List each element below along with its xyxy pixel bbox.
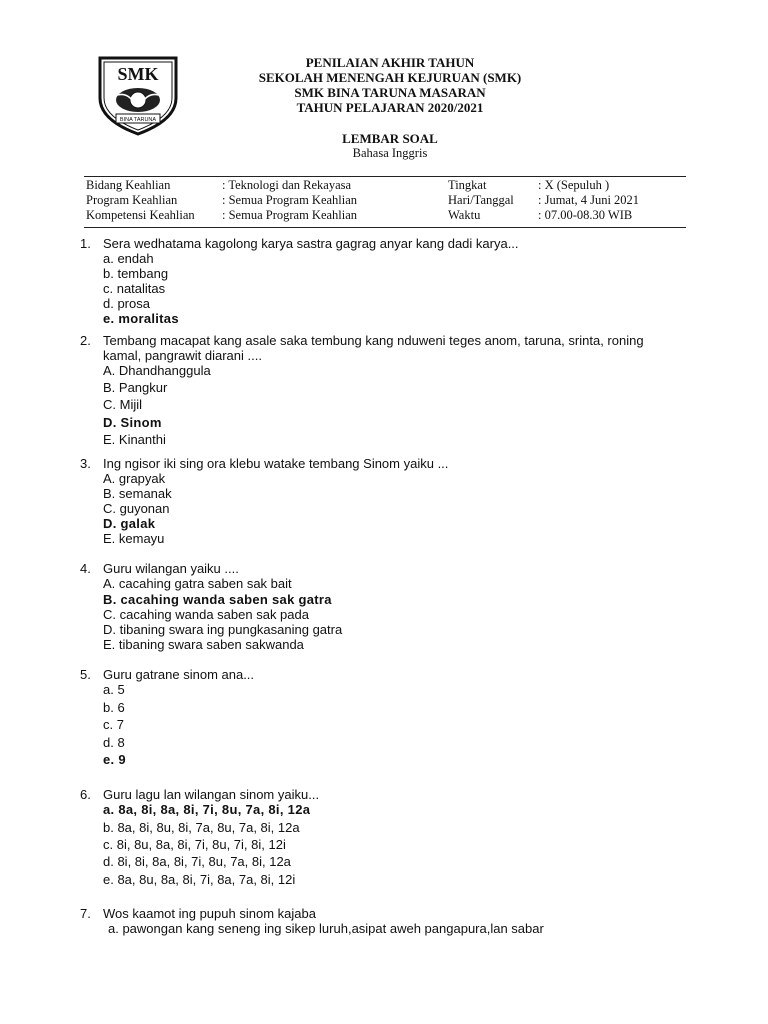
logo-banner: BINA TARUNA [119,117,157,123]
question-3 [80,456,680,471]
info-row [86,178,686,193]
question-text: Ing ngisor iki sing ora klebu watake tembang Sinom yaiku ... [103,456,449,471]
info-label-2: Tingkat [448,178,487,192]
answer-option: c. 8i, 8u, 8a, 8i, 7i, 8u, 7i, 8i, 12i [103,837,286,852]
answer-option: b. tembang [103,266,169,281]
info-label-2: Hari/Tanggal [448,193,514,207]
answer-option: A. cacahing gatra saben sak bait [103,576,292,591]
question-7 [80,906,680,921]
question-number: 5. [80,667,91,682]
info-value-2: : 07.00-08.30 WIB [538,208,633,222]
answer-option-correct: D. galak [103,516,156,531]
answer-option: c. 7 [103,717,124,732]
question-5 [80,667,680,682]
answer-option: c. natalitas [103,281,166,296]
question-text: Tembang macapat kang asale saka tembung kang nduweni teges anom, taruna, srinta, roning kamal, pangrawit diarani .... [103,333,644,363]
info-label: Program Keahlian [86,193,178,207]
question-text: Guru lagu lan wilangan sinom yaiku... [103,787,320,802]
question-text: Sera wedhatama kagolong karya sastra gagrag anyar kang dadi karya... [103,236,519,251]
answer-option: d. 8 [103,735,125,750]
question-number: 4. [80,561,91,576]
question-number: 6. [80,787,91,802]
logo-label: SMK [117,64,159,84]
info-value: : Semua Program Keahlian [222,193,358,207]
question-number: 7. [80,906,91,921]
answer-option: d. 8i, 8i, 8a, 8i, 7i, 8u, 7a, 8i, 12a [103,854,291,869]
answer-option: E. Kinanthi [103,432,166,447]
question-2 [80,333,680,363]
sheet-title [190,131,590,161]
info-top-rule [84,176,686,177]
answer-option: B. semanak [103,486,172,501]
answer-option: D. tibaning swara ing pungkasaning gatra [103,622,343,637]
question-text: Guru wilangan yaiku .... [103,561,239,576]
answer-option: b. 6 [103,700,125,715]
sheet-title-main: LEMBAR SOAL [342,131,438,146]
answer-option-correct: e. moralitas [103,311,179,326]
question-number: 3. [80,456,91,471]
info-value-2: : Jumat, 4 Juni 2021 [538,193,640,207]
school-logo [94,54,182,138]
answer-option-correct: a. 8a, 8i, 8a, 8i, 7i, 8u, 7a, 8i, 12a [103,802,311,817]
answer-option: a. endah [103,251,154,266]
answer-option: d. prosa [103,296,150,311]
question-6 [80,787,680,802]
answer-option: a. 5 [103,682,125,697]
question-number: 1. [80,236,91,251]
answer-option: A. grapyak [103,471,166,486]
question-text: Wos kaamot ing pupuh sinom kajaba [103,906,316,921]
info-label: Bidang Keahlian [86,178,171,192]
answer-option: B. Pangkur [103,380,168,395]
header-line-4: TAHUN PELAJARAN 2020/2021 [296,100,484,115]
info-value-2: : X (Sepuluh ) [538,178,610,192]
header-line-1: PENILAIAN AKHIR TAHUN [305,55,475,70]
info-value: : Semua Program Keahlian [222,208,358,222]
answer-option: E. kemayu [103,531,165,546]
answer-option: a. pawongan kang seneng ing sikep luruh,asipat aweh pangapura,lan sabar [108,921,544,936]
info-bottom-rule [84,227,686,228]
exam-header [190,55,590,115]
answer-option: E. tibaning swara saben sakwanda [103,637,304,652]
info-label: Kompetensi Keahlian [86,208,195,222]
exam-info-table [86,178,686,223]
info-value: : Teknologi dan Rekayasa [222,178,352,192]
answer-option: C. guyonan [103,501,170,516]
question-4 [80,561,680,576]
info-label-2: Waktu [448,208,481,222]
answer-option: C. Mijil [103,397,142,412]
sheet-subject: Bahasa Inggris [352,146,428,160]
question-1 [80,236,680,251]
answer-option: C. cacahing wanda saben sak pada [103,607,309,622]
answer-option: e. 8a, 8u, 8a, 8i, 7i, 8a, 7a, 8i, 12i [103,872,296,887]
info-row [86,193,686,208]
question-number: 2. [80,333,91,348]
question-text: Guru gatrane sinom ana... [103,667,255,682]
answer-option-correct: B. cacahing wanda saben sak gatra [103,592,332,607]
answer-option: b. 8a, 8i, 8u, 8i, 7a, 8u, 7a, 8i, 12a [103,820,300,835]
info-row [86,208,686,223]
answer-option: A. Dhandhanggula [103,363,211,378]
answer-option-correct: D. Sinom [103,415,162,430]
answer-option-correct: e. 9 [103,752,126,767]
header-line-2: SEKOLAH MENENGAH KEJURUAN (SMK) [258,70,522,85]
header-line-3: SMK BINA TARUNA MASARAN [294,85,486,100]
